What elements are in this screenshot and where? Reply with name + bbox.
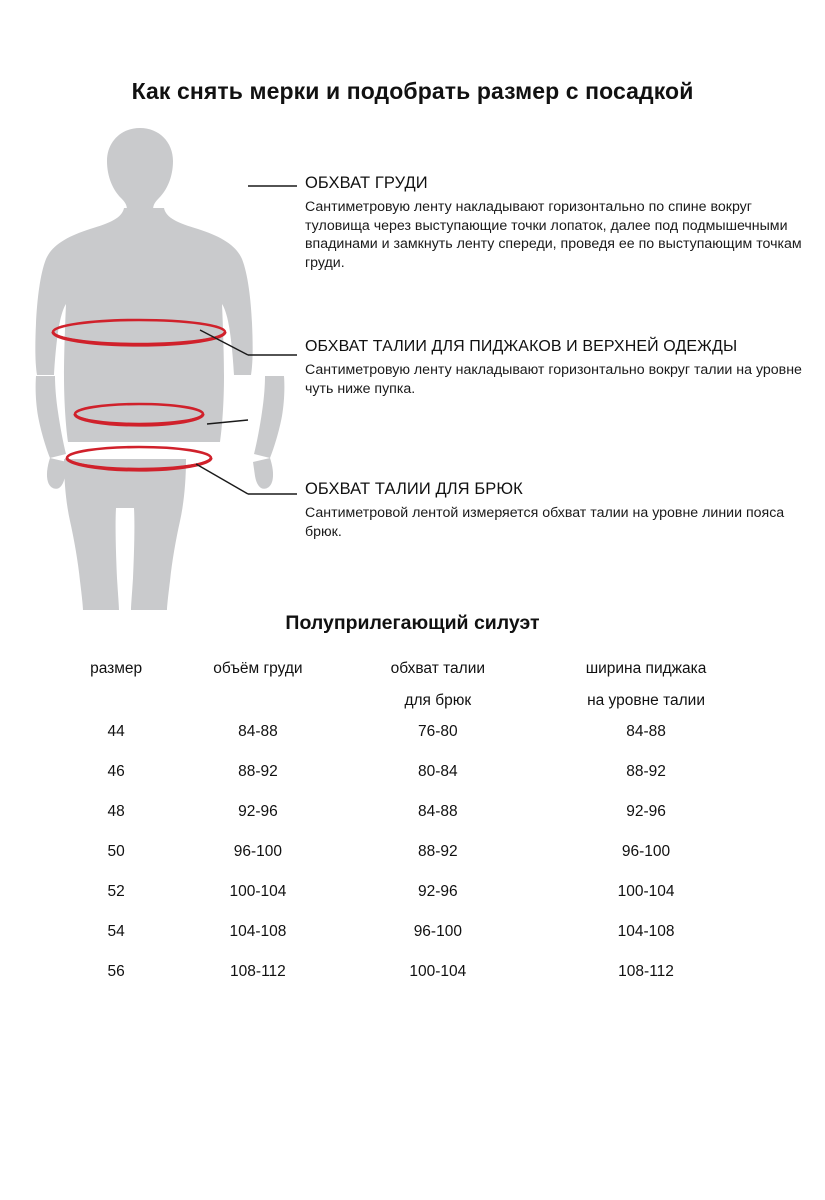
cell-chest: 108-112 <box>230 963 286 980</box>
size-table <box>62 658 762 992</box>
table-caption: Полуприлегающий силуэт <box>285 612 540 634</box>
cell-jacket-width: 92-96 <box>626 803 666 820</box>
cell-jacket-width: 108-112 <box>618 963 674 980</box>
table-row <box>62 832 762 872</box>
cell-size: 50 <box>107 843 125 860</box>
callout-chest-heading: ОБХВАТ ГРУДИ <box>305 174 428 192</box>
page-title: Как снять мерки и подобрать размер с посадкой <box>131 78 694 104</box>
table-header-row <box>62 658 762 712</box>
size-table-body <box>62 712 762 992</box>
cell-waist: 96-100 <box>413 923 462 940</box>
cell-size: 46 <box>107 763 125 780</box>
cell-waist: 88-92 <box>418 843 458 860</box>
body-figure-svg <box>20 120 300 610</box>
callout-waist-trousers-heading: ОБХВАТ ТАЛИИ ДЛЯ БРЮК <box>305 480 523 498</box>
cell-waist: 80-84 <box>418 763 458 780</box>
cell-size: 56 <box>107 963 125 980</box>
table-row <box>62 792 762 832</box>
size-table-head <box>62 658 762 712</box>
cell-chest: 88-92 <box>238 763 278 780</box>
callout-waist-trousers-body: Сантиметровой лентой измеряется обхват талии на уровне линии пояса брюк. <box>305 505 785 540</box>
column-header-chest: объём груди <box>213 660 303 677</box>
cell-chest: 96-100 <box>233 843 283 860</box>
callout-waist-jacket-heading: ОБХВАТ ТАЛИИ ДЛЯ ПИДЖАКОВ И ВЕРХНЕЙ ОДЕЖДЫ <box>305 338 738 355</box>
callout-waist-jacket <box>305 338 810 398</box>
cell-size: 48 <box>107 803 125 820</box>
cell-size: 54 <box>107 923 125 940</box>
cell-jacket-width: 96-100 <box>621 843 671 860</box>
cell-waist: 76-80 <box>418 723 458 740</box>
cell-waist: 100-104 <box>409 963 467 980</box>
table-row <box>62 872 762 912</box>
table-row <box>62 712 762 752</box>
cell-chest: 100-104 <box>229 883 287 900</box>
cell-waist: 92-96 <box>418 883 458 900</box>
callout-waist-jacket-body: Сантиметровую ленту накладывают горизонтально вокруг талии на уровне чуть ниже пупка. <box>305 362 802 397</box>
column-header-size: размер <box>90 660 143 677</box>
body-figure <box>20 120 300 610</box>
cell-jacket-width: 88-92 <box>626 763 666 780</box>
cell-waist: 84-88 <box>418 803 458 820</box>
cell-jacket-width: 100-104 <box>617 883 675 900</box>
column-header-jacket-width: ширина пиджака на уровне талии <box>585 660 707 709</box>
cell-jacket-width: 84-88 <box>626 723 666 740</box>
cell-chest: 104-108 <box>229 923 287 940</box>
cell-size: 52 <box>107 883 125 900</box>
callout-waist-trousers <box>305 480 810 541</box>
callout-chest <box>305 174 810 273</box>
cell-jacket-width: 104-108 <box>617 923 675 940</box>
cell-size: 44 <box>107 723 125 740</box>
table-row <box>62 952 762 992</box>
cell-chest: 84-88 <box>238 723 278 740</box>
cell-chest: 92-96 <box>238 803 278 820</box>
callout-chest-body: Сантиметровую ленту накладывают горизонтально по спине вокруг туловища через выступающие точки лопаток, далее под подмышечными впадинами и замкнуть ленту спереди, проведя ее по выступающим точкам груди. <box>305 199 802 272</box>
table-row <box>62 912 762 952</box>
column-header-waist: обхват талии для брюк <box>390 660 486 709</box>
table-row <box>62 752 762 792</box>
